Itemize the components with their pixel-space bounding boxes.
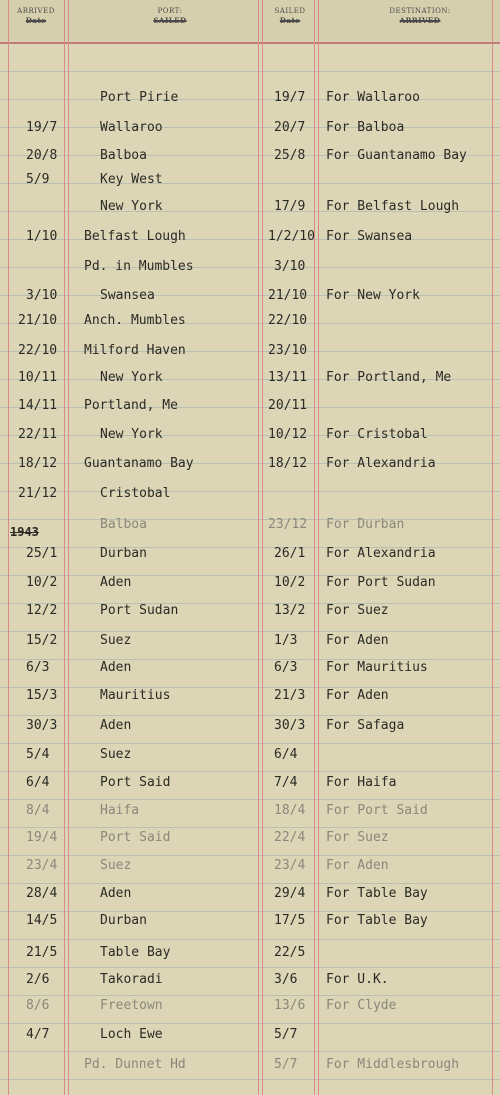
destination: For Mauritius: [326, 660, 428, 675]
sailed-date: 6/3: [274, 660, 298, 675]
port-name: Suez: [100, 747, 132, 762]
destination: For New York: [326, 288, 420, 303]
destination: For Suez: [326, 603, 389, 618]
port-name: Haifa: [100, 803, 140, 818]
arrived-date: 10/11: [18, 370, 58, 385]
sailed-date: 1/2/10: [268, 229, 315, 244]
arrived-date: 6/3: [26, 660, 50, 675]
sailed-date: 13/11: [268, 370, 308, 385]
sailed-date: 19/7: [274, 90, 306, 105]
destination: For Port Sudan: [326, 575, 436, 590]
arrived-header: ARRIVED Date: [17, 7, 55, 25]
sailed-date: 17/5: [274, 913, 306, 928]
arrived-date: 21/5: [26, 945, 58, 960]
sailed-date: 21/3: [274, 688, 306, 703]
arrived-date: 14/5: [26, 913, 58, 928]
port-name: Portland, Me: [84, 398, 178, 413]
arrived-date: 19/4: [26, 830, 58, 845]
sailed-date: 20/7: [274, 120, 306, 135]
sailed-date: 3/6: [274, 972, 298, 987]
column-rule: [258, 0, 259, 1095]
arrived-date: 8/6: [26, 998, 50, 1013]
destination: For Table Bay: [326, 886, 428, 901]
sailed-date: 5/7: [274, 1057, 298, 1072]
destination: For Aden: [326, 858, 389, 873]
arrived-date: 21/12: [18, 486, 58, 501]
destination: For Middlesbrough: [326, 1057, 460, 1072]
port-name: Port Sudan: [100, 603, 179, 618]
port-name: Belfast Lough: [84, 229, 186, 244]
arrived-date: 20/8: [26, 148, 58, 163]
destination: For Aden: [326, 688, 389, 703]
port-name: Port Said: [100, 830, 171, 845]
port-name: Takoradi: [100, 972, 163, 987]
arrived-date: 6/4: [26, 775, 50, 790]
arrived-date: 3/10: [26, 288, 58, 303]
destination: For Alexandria: [326, 456, 436, 471]
sailed-date: 13/2: [274, 603, 306, 618]
sailed-date: 21/10: [268, 288, 308, 303]
arrived-date: 12/2: [26, 603, 58, 618]
arrived-date: 1/10: [26, 229, 58, 244]
port-name: Loch Ewe: [100, 1027, 163, 1042]
port-name: Balboa: [100, 517, 147, 532]
arrived-date: 30/3: [26, 718, 58, 733]
sailed-date: 17/9: [274, 199, 306, 214]
port-name: Aden: [100, 575, 132, 590]
sailed-date: 25/8: [274, 148, 306, 163]
sailed-header: SAILED Date: [274, 7, 306, 25]
port-name: Anch. Mumbles: [84, 313, 186, 328]
sailed-date: 1/3: [274, 633, 298, 648]
sailed-date: 26/1: [274, 546, 306, 561]
destination: For Aden: [326, 633, 389, 648]
port-name: Balboa: [100, 148, 147, 163]
sailed-date: 13/6: [274, 998, 306, 1013]
port-name: Cristobal: [100, 486, 171, 501]
sailed-date: 20/11: [268, 398, 308, 413]
arrived-date: 28/4: [26, 886, 58, 901]
arrived-date: 22/10: [18, 343, 58, 358]
arrived-date: 5/9: [26, 172, 50, 187]
destination: For Table Bay: [326, 913, 428, 928]
port-name: Aden: [100, 886, 132, 901]
sailed-date: 18/12: [268, 456, 308, 471]
sailed-date: 22/10: [268, 313, 308, 328]
sailed-date: 18/4: [274, 803, 306, 818]
port-name: Suez: [100, 858, 132, 873]
port-name: Key West: [100, 172, 163, 187]
destination: For Cristobal: [326, 427, 428, 442]
destination: For Haifa: [326, 775, 397, 790]
sailed-date: 29/4: [274, 886, 306, 901]
sailed-date: 22/5: [274, 945, 306, 960]
destination: For Belfast Lough: [326, 199, 460, 214]
sailed-date: 23/12: [268, 517, 308, 532]
column-rule: [314, 0, 315, 1095]
port-name: Guantanamo Bay: [84, 456, 194, 471]
destination: For Balboa: [326, 120, 405, 135]
arrived-date: 22/11: [18, 427, 58, 442]
port-name: Swansea: [100, 288, 155, 303]
destination: For Port Said: [326, 803, 428, 818]
destination: For Clyde: [326, 998, 397, 1013]
arrived-date: 15/3: [26, 688, 58, 703]
column-rule: [64, 0, 65, 1095]
arrived-date: 10/2: [26, 575, 58, 590]
arrived-date: 4/7: [26, 1027, 50, 1042]
destination: For Swansea: [326, 229, 413, 244]
port-name: Pd. Dunnet Hd: [84, 1057, 186, 1072]
sailed-date: 10/12: [268, 427, 308, 442]
column-rule: [492, 0, 493, 1095]
port-name: Mauritius: [100, 688, 171, 703]
destination: For Suez: [326, 830, 389, 845]
port-name: New York: [100, 370, 163, 385]
port-name: Durban: [100, 913, 147, 928]
year-note: 1943: [10, 525, 39, 539]
port-name: New York: [100, 427, 163, 442]
destination: For Safaga: [326, 718, 405, 733]
arrived-date: 21/10: [18, 313, 58, 328]
port-name: Milford Haven: [84, 343, 186, 358]
destination-header: DESTINATION: ARRIVED: [389, 7, 451, 25]
arrived-date: 14/11: [18, 398, 58, 413]
destination: For Wallaroo: [326, 90, 420, 105]
port-name: Suez: [100, 633, 132, 648]
port-name: Durban: [100, 546, 147, 561]
arrived-date: 25/1: [26, 546, 58, 561]
destination: For Portland, Me: [326, 370, 452, 385]
sailed-date: 10/2: [274, 575, 306, 590]
port-name: Wallaroo: [100, 120, 163, 135]
port-header: PORT: SAILED: [153, 7, 187, 25]
sailed-date: 30/3: [274, 718, 306, 733]
arrived-date: 19/7: [26, 120, 58, 135]
arrived-date: 5/4: [26, 747, 50, 762]
destination: For Alexandria: [326, 546, 436, 561]
sailed-date: 6/4: [274, 747, 298, 762]
port-name: Port Pirie: [100, 90, 179, 105]
arrived-date: 2/6: [26, 972, 50, 987]
sailed-date: 5/7: [274, 1027, 298, 1042]
arrived-date: 18/12: [18, 456, 58, 471]
arrived-date: 15/2: [26, 633, 58, 648]
sailed-date: 3/10: [274, 259, 306, 274]
destination: For Durban: [326, 517, 405, 532]
sailed-date: 23/4: [274, 858, 306, 873]
port-name: Table Bay: [100, 945, 171, 960]
destination: For U.K.: [326, 972, 389, 987]
sailed-date: 7/4: [274, 775, 298, 790]
port-name: Aden: [100, 660, 132, 675]
sailed-date: 22/4: [274, 830, 306, 845]
destination: For Guantanamo Bay: [326, 148, 467, 163]
port-name: Aden: [100, 718, 132, 733]
arrived-date: 23/4: [26, 858, 58, 873]
sailed-date: 23/10: [268, 343, 308, 358]
port-name: Pd. in Mumbles: [84, 259, 194, 274]
arrived-date: 8/4: [26, 803, 50, 818]
column-header: [0, 0, 500, 44]
port-name: Freetown: [100, 998, 163, 1013]
margin-rule: [8, 0, 9, 1095]
port-name: Port Said: [100, 775, 171, 790]
port-name: New York: [100, 199, 163, 214]
